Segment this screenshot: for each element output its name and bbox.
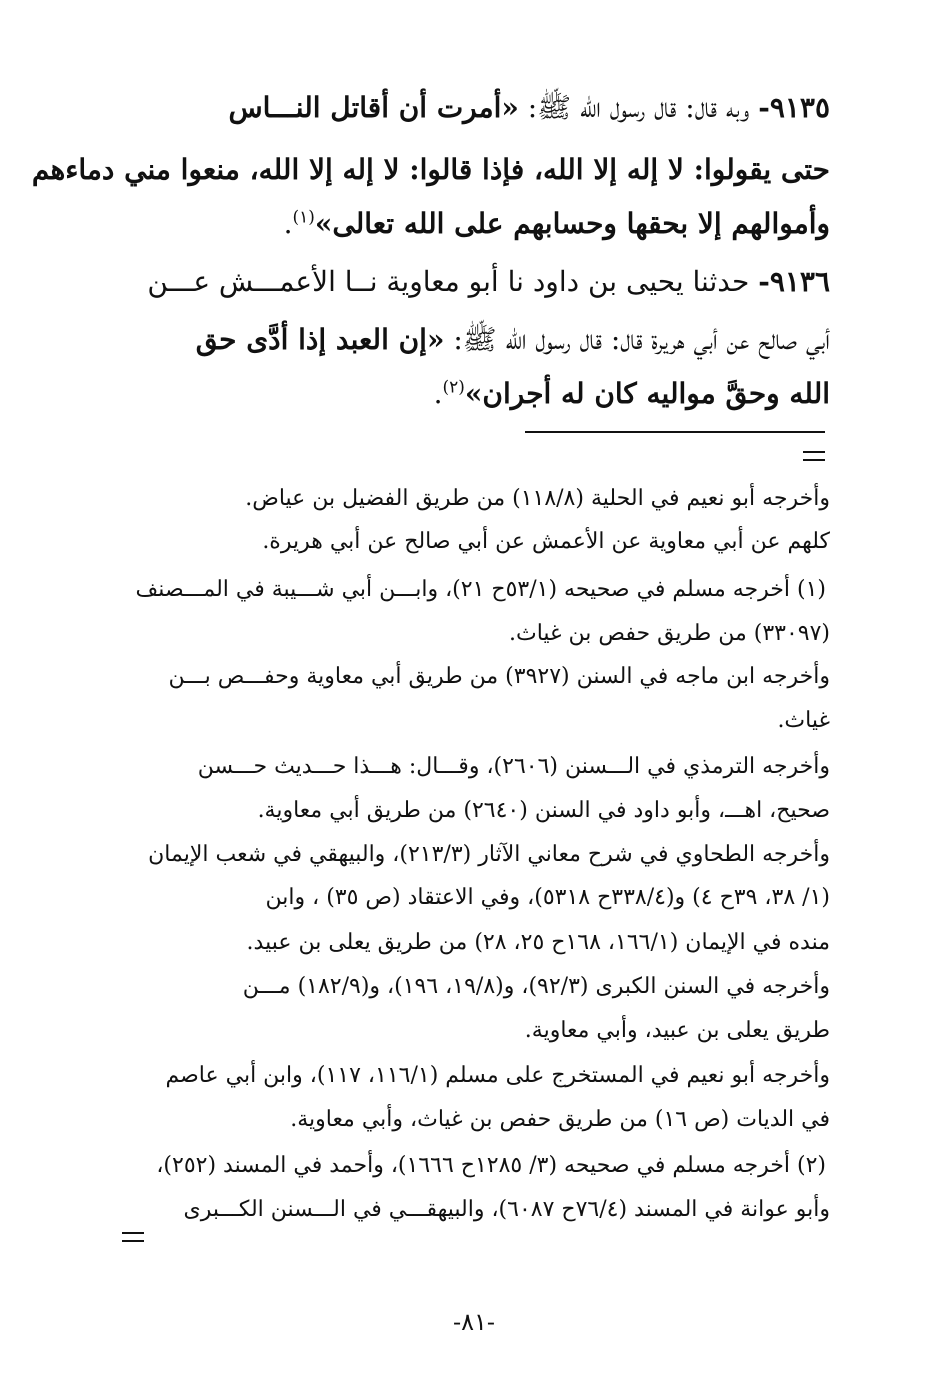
- hadith-text: «إن العبد إذا أدَّى حق: [195, 323, 445, 356]
- footnote-line: (١) أخرجه مسلم في صحيحه (٥٣/١ح ٢١)، وابـــن أبي شـــيبة في المـــصنف: [135, 577, 826, 602]
- footnote-line: طريق يعلى بن عبيد، وأبي معاوية.: [524, 1018, 830, 1043]
- continuation-mark: [803, 451, 825, 461]
- footnote-line: وأخرجه أبو نعيم في الحلية (١١٨/٨) من طريق الفضيل بن عياض.: [245, 486, 830, 511]
- hadith-text: وأموالهم إلا بحقها وحسابهم على الله تعالى»: [314, 207, 830, 240]
- period: .: [433, 377, 443, 410]
- footnote-line: (١/ ٣٨، ٣٩ح ٤) و(٣٣٨/٤ح ٥٣١٨)، وفي الاعتقاد (ص ٣٥) ، وابن: [265, 885, 830, 910]
- footnote-line: وأخرجه الترمذي في الـــسنن (٢٦٠٦)، وقـــال: هـــذا حـــديث حـــسن: [197, 754, 830, 779]
- footnote-line: (٢) أخرجه مسلم في صحيحه (٣/ ١٢٨٥ح ١٦٦٦)، وأحمد في المسند (٢٥٢)،: [156, 1153, 826, 1178]
- hadith-9136-line-1: [147, 262, 830, 302]
- footnote-line: وأخرجه في السنن الكبرى (٩٢/٣)، و(١٩/٨، ١٩٦)، و(١٨٢/٩) مـــن: [242, 974, 830, 999]
- page-number: -٨١-: [453, 1308, 495, 1336]
- footnote-line: وأخرجه ابن ماجه في السنن (٣٩٢٧) من طريق أبي معاوية وحفـــص بـــن: [168, 664, 830, 689]
- footnote-line: كلهم عن أبي معاوية عن الأعمش عن أبي صالح عن أبي هريرة.: [262, 529, 830, 554]
- footnote-line: وأبو عوانة في المسند (٧٦/٤ح ٦٠٨٧)، والبيهقـــي في الـــسنن الكـــبرى: [183, 1197, 830, 1222]
- footnote-ref: (١): [292, 207, 315, 228]
- period: .: [283, 207, 293, 240]
- hadith-intro: أبي صالح عن أبي هريرة قال: قال رسول الله ﷺ:: [444, 323, 830, 356]
- hadith-9135-line-1: [228, 88, 830, 128]
- hadith-text: الله وحقَّ مواليه كان له أجران»: [464, 377, 830, 410]
- hadith-9135-line-2: حتى يقولوا: لا إله إلا الله، فإذا قالوا: لا إله إلا الله، منعوا مني دماءهم: [31, 153, 830, 186]
- footnote-line: في الديات (ص ١٦) من طريق حفص بن غياث، وأبي معاوية.: [290, 1107, 830, 1132]
- hadith-text: «أمرت أن أقاتل النـــاس: [228, 91, 519, 124]
- footnote-separator: [525, 431, 825, 433]
- footnote-line: غياث.: [777, 708, 830, 733]
- hadith-9136-line-3: [434, 374, 830, 414]
- hadith-9135-line-3: [284, 204, 830, 244]
- hadith-chain: حدثنا يحيى بن داود نا أبو معاوية نــا الأعمـــش عـــن: [147, 265, 759, 298]
- hadith-number: ٩١٣٥-: [758, 91, 830, 124]
- hadith-9136-line-2: [196, 320, 830, 360]
- footnote-line: منده في الإيمان (١٦٦/١، ١٦٨ح ٢٥، ٢٨) من طريق يعلى بن عبيد.: [246, 930, 830, 955]
- footnote-ref: (٢): [442, 377, 465, 398]
- hadith-intro: وبه قال: قال رسول الله ﷺ:: [518, 91, 759, 124]
- footnote-line: صحيح، اهـــ، وأبو داود في السنن (٢٦٤٠) من طريق أبي معاوية.: [257, 798, 830, 823]
- hadith-number: ٩١٣٦-: [758, 265, 830, 298]
- footnote-line: وأخرجه الطحاوي في شرح معاني الآثار (٢١٣/٣)، والبيهقي في شعب الإيمان: [148, 842, 830, 867]
- footnote-line: (٣٣٠٩٧) من طريق حفص بن غياث.: [509, 621, 830, 646]
- continuation-mark: [122, 1232, 144, 1242]
- footnote-line: وأخرجه أبو نعيم في المستخرج على مسلم (١١٦/١، ١١٧)، وابن أبي عاصم: [165, 1063, 830, 1088]
